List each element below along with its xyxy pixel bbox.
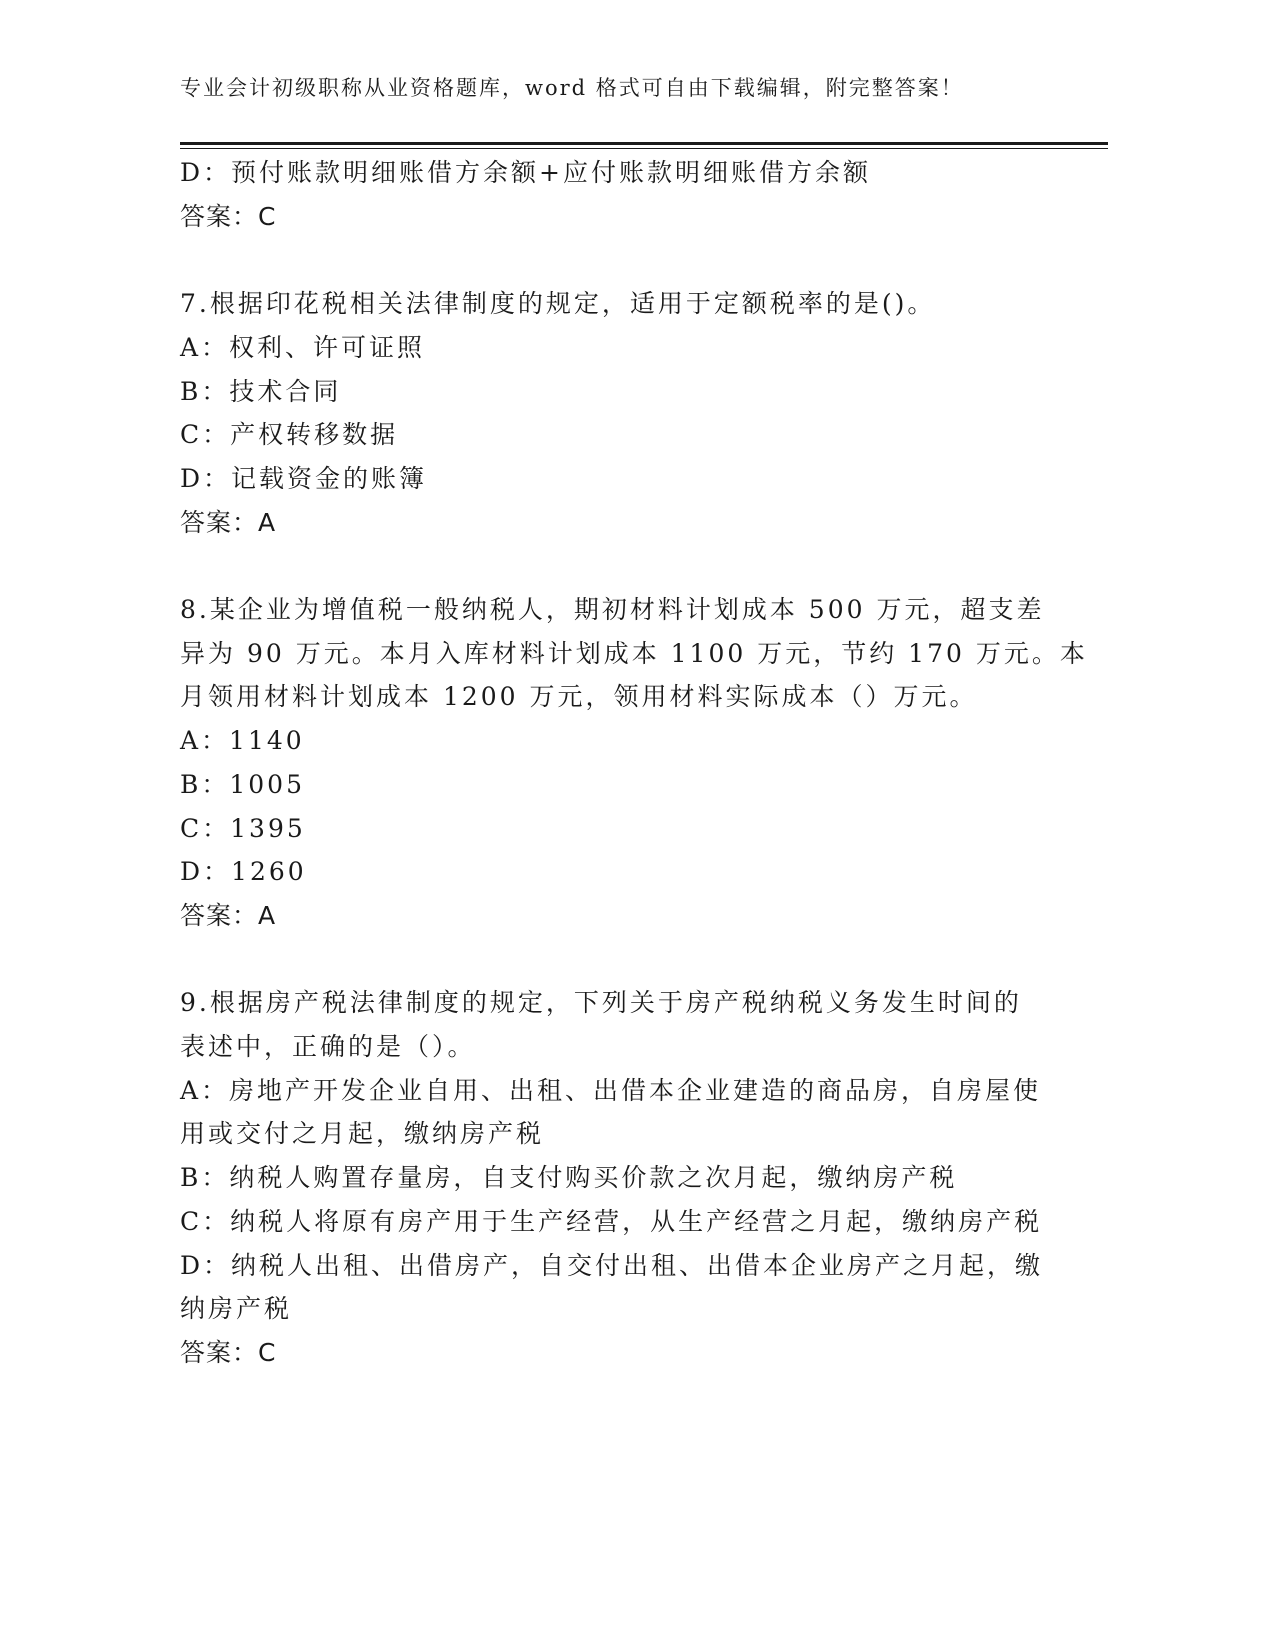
question-block (180, 588, 1088, 938)
block-spacer (180, 238, 1050, 282)
question-stem: 8.某企业为增值税一般纳税人，期初材料计划成本 500 万元，超支差 (180, 595, 1045, 624)
header-rule-thin (180, 148, 1108, 149)
option-a: A：权利、许可证照 (180, 332, 426, 362)
option-d: D：预付账款明细账借方余额+应付账款明细账借方余额 (180, 158, 871, 187)
question-stem: 月领用材料计划成本 1200 万元，领用材料实际成本（）万元。 (180, 682, 978, 712)
option-c: C：1395 (180, 813, 306, 843)
option-c: C：产权转移数据 (180, 420, 399, 450)
question-stem: 9.根据房产税法律制度的规定，下列关于房产税纳税义务发生时间的 (180, 988, 1022, 1018)
answer-line: 答案：C (180, 1337, 277, 1367)
option-d: D：纳税人出租、出借房产，自交付出租、出借本企业房产之月起，缴 (180, 1250, 1044, 1280)
page-header: 专业会计初级职称从业资格题库，word 格式可自由下载编辑，附完整答案！ (180, 76, 964, 100)
answer-line: 答案：C (180, 201, 277, 231)
answer-line: 答案：A (180, 507, 277, 537)
block-spacer (180, 544, 1050, 588)
option-a: 用或交付之月起，缴纳房产税 (180, 1119, 545, 1149)
question-content (180, 151, 1088, 1375)
question-stem: 7.根据印花税相关法律制度的规定，适用于定额税率的是()。 (180, 289, 936, 319)
option-d: 纳房产税 (180, 1294, 293, 1324)
question-block (180, 981, 1050, 1374)
question-stem: 异为 90 万元。本月入库材料计划成本 1100 万元，节约 170 万元。本 (180, 638, 1088, 668)
header-rule-thick (180, 142, 1108, 145)
option-b: B：1005 (180, 769, 305, 799)
option-d: D：1260 (180, 857, 307, 887)
option-a: A：房地产开发企业自用、出租、出借本企业建造的商品房，自房屋使 (180, 1075, 1042, 1105)
block-spacer (180, 938, 1050, 982)
question-block (180, 282, 1050, 544)
option-b: B：技术合同 (180, 376, 342, 406)
answer-line: 答案：A (180, 900, 277, 930)
option-a: A：1140 (180, 726, 305, 756)
option-b: B：纳税人购置存量房，自支付购买价款之次月起，缴纳房产税 (180, 1163, 958, 1193)
question-stem: 表述中，正确的是（）。 (180, 1032, 476, 1062)
option-d: D：记载资金的账簿 (180, 463, 428, 493)
option-c: C：纳税人将原有房产用于生产经营，从生产经营之月起，缴纳房产税 (180, 1206, 1043, 1236)
question-block (180, 151, 1050, 238)
